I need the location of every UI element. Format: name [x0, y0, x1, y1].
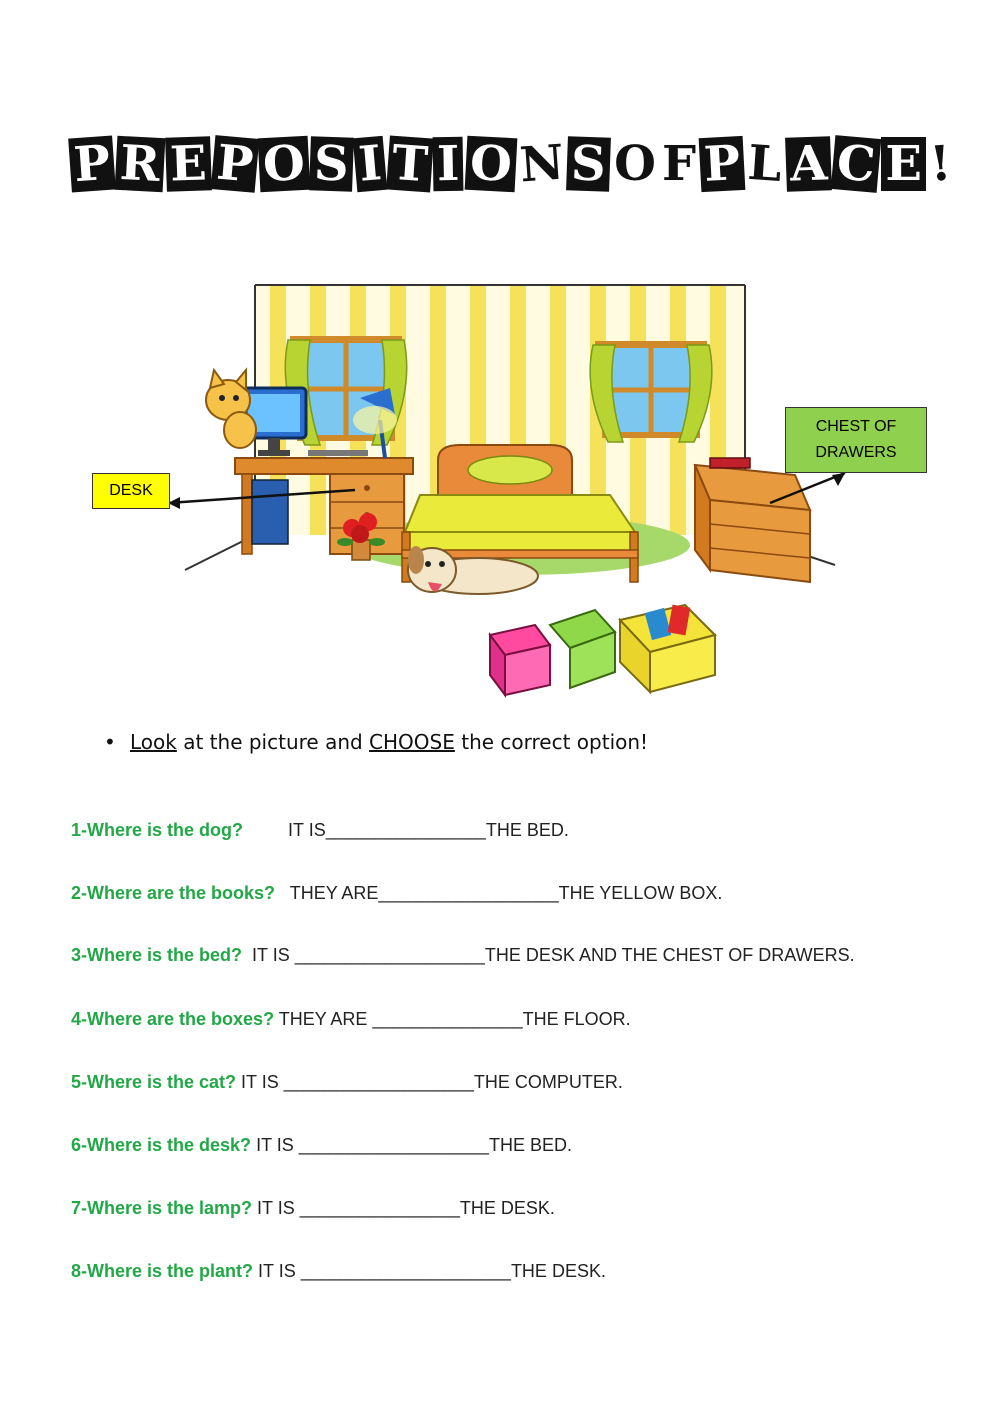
question-1: [71, 820, 569, 841]
chest-of-drawers-label-text: CHEST OF DRAWERS: [815, 418, 897, 461]
answer-line[interactable]: IT IS _____________________THE DESK.: [253, 1261, 606, 1281]
answer-line[interactable]: IT IS ___________________THE BED.: [251, 1135, 572, 1155]
answer-line[interactable]: THEY ARE__________________THE YELLOW BOX.: [275, 883, 723, 903]
title-letter: O: [257, 136, 310, 193]
question-2: [71, 883, 722, 904]
title-letter: R: [115, 136, 166, 192]
answer-line[interactable]: IT IS ___________________THE COMPUTER.: [236, 1072, 623, 1092]
instruction: [104, 730, 648, 754]
bullet: •: [104, 730, 116, 754]
title-letter: A: [785, 136, 832, 192]
title-letter: T: [386, 136, 433, 193]
question-7: [71, 1198, 555, 1219]
title-letter: F: [661, 136, 697, 192]
title-letter: O: [464, 136, 517, 193]
question-text: 7-Where is the lamp?: [71, 1198, 253, 1218]
question-text: 6-Where is the desk?: [71, 1135, 252, 1155]
title-letter: N: [517, 134, 566, 194]
title-letter: L: [746, 134, 784, 194]
answer-line[interactable]: IT IS ________________THE DESK.: [252, 1198, 555, 1218]
question-text: 4-Where are the boxes?: [71, 1009, 275, 1029]
desk-arrow: [168, 490, 355, 503]
chest-arrowhead: [832, 473, 845, 486]
instruction-look: Look: [130, 730, 177, 754]
title-letter: P: [699, 136, 746, 192]
instruction-end: the correct option!: [454, 730, 649, 754]
question-3: [71, 945, 855, 966]
title-letter: S: [567, 136, 612, 191]
question-5: [71, 1072, 623, 1093]
title-letter: E: [165, 136, 211, 192]
question-text: 2-Where are the books?: [71, 883, 276, 903]
title-letter: E: [881, 137, 926, 191]
question-text: 3-Where is the bed?: [71, 945, 243, 965]
title-letter: I: [353, 136, 388, 192]
instruction-choose: CHOOSE: [369, 730, 455, 754]
question-text: 8-Where is the plant?: [71, 1261, 254, 1281]
title-letter: O: [614, 136, 656, 192]
question-8: [71, 1261, 606, 1282]
answer-line[interactable]: IT IS ___________________THE DESK AND THE CHEST OF DRAWERS.: [242, 945, 855, 965]
title-letter: I: [433, 137, 464, 192]
instruction-middle: at the picture and: [176, 730, 370, 754]
answer-line[interactable]: IT IS________________THE BED.: [243, 820, 569, 840]
answer-line[interactable]: THEY ARE _______________THE FLOOR.: [274, 1009, 631, 1029]
title-letter: P: [210, 135, 259, 193]
question-4: [71, 1009, 631, 1030]
title-letter: S: [310, 136, 355, 191]
question-text: 1-Where is the dog?: [71, 820, 244, 840]
chest-of-drawers-label: [785, 407, 927, 473]
title-letter: !: [927, 135, 953, 193]
desk-label: DESK: [92, 473, 170, 509]
title-letter: C: [831, 135, 882, 193]
question-6: [71, 1135, 572, 1156]
title-letter: P: [68, 136, 116, 193]
question-text: 5-Where is the cat?: [71, 1072, 237, 1092]
